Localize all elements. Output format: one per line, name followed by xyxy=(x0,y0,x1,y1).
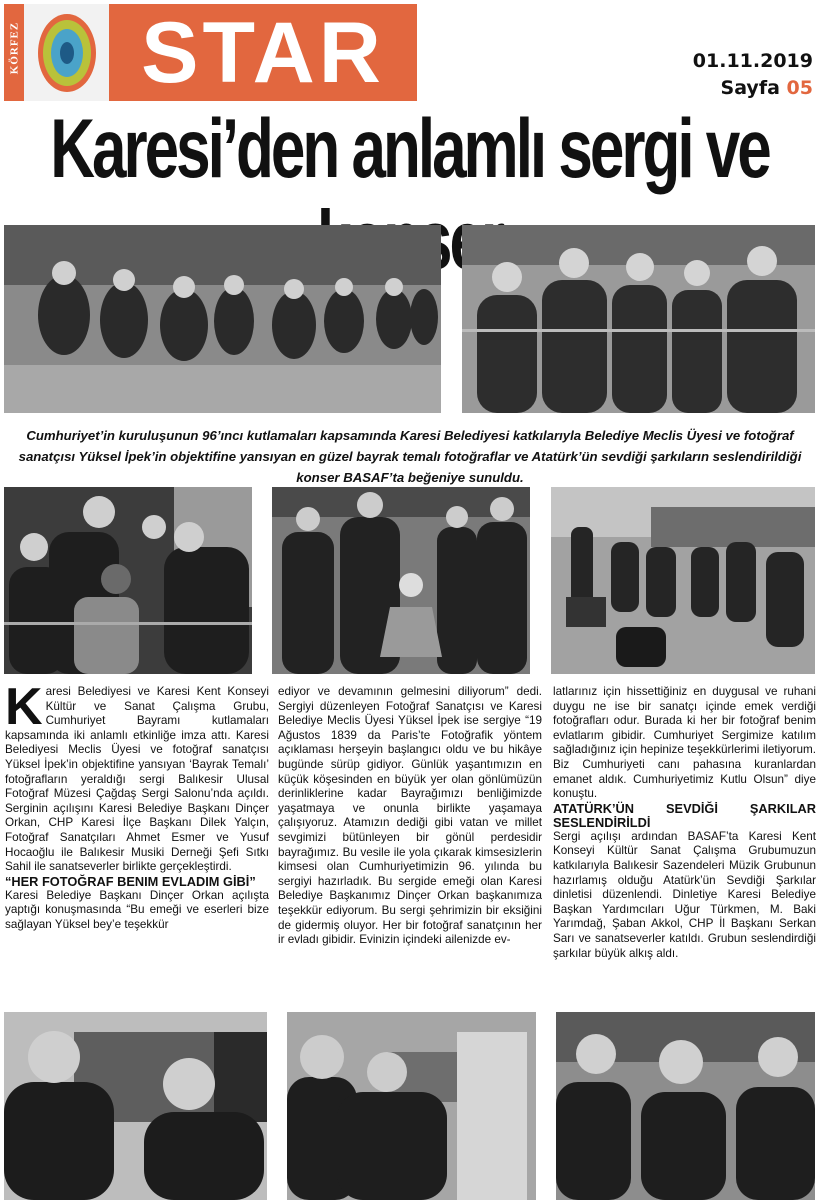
page-label: Sayfa xyxy=(720,77,780,99)
brand-block xyxy=(109,4,417,101)
issue-date: 01.11.2019 xyxy=(692,50,813,72)
photo-concert xyxy=(551,487,815,674)
headline: Karesi’den anlamlı sergi ve xyxy=(50,102,769,196)
eye-logo-icon xyxy=(36,12,98,94)
photo-exhibition-guests xyxy=(556,1012,815,1200)
article-paragraph: ediyor ve devamının gelmesini diliyorum” dedi. Sergiyi düzenleyen Fotoğraf Sanatçısı ve Karesi Belediye Meclis Üyesi Yüksel İpek ise sergiye “19 Ağustos 1839 da Paris’te Fotoğrafik yöntem açıklaması herşeyin başlangıcı oldu ve bu hikâye bugünde sürüp gidiyor. Günlük yaşantımızın en küçük köşesinden en büyük yer olan gönlümüzün derinliklerine kadar Bayrağımızı benliğimizde yaşatmaya ve onunla birlikte yaşamaya çalışıyoruz. Atamızın dediği gibi vatan ve millet sevgimizi bütünleyen bir gönül perdesidir bayrağımız. Bu vesile ile yola çıkarak kimsesizlerin kimsesi olan Cumhuriyetimizin 96. yılında bu sergiyi hazırladık. Bu sergide emeği olan Karesi Belediye Başkanımız Dinçer Orkan başkanımıza teşekkür ediyorum. Bu sergi şehrimizin bir eksiğini de gidermiş oluyor. Her bir fotoğraf sanatçının her ir evladı gibidir. Evinizin içindeki ailenizde ev- xyxy=(278,685,542,947)
side-brand-strip xyxy=(4,4,24,101)
article-paragraph: aresi Belediyesi ve Karesi Kent Konseyi Kültür ve Sanat Çalışma Grubu, Cumhuriyet Bayramı kutlamaları kapsamında iki anlamlı etkinliğe imza attı. Karesi Belediyesi Meclis Üyesi ve fotoğraf sanatçısı Yüksel İpek’in objektifine yansıyan ‘Bayrak Temalı’ fotoğrafların yeraldığı sergi Balıkesir Ulusal Fotoğraf Müzesi Çağdaş Sergi Salonu’nda açıldı. Serginin açılışını Karesi Belediye Başkanı Dinçer Orkan, CHP Karesi İlçe Başkanı Dilek Yalçın, Fotoğraf Sanatçıları Ahmet Esmer ve Yusuf Hocaoğlu ile Balıkesir Musiki Derneği Şefi Sıtkı Sahil ile sanatseverler birlikte gerçekleştirdi. xyxy=(5,685,269,874)
newspaper-logo xyxy=(24,4,109,101)
article-paragraph: Karesi Belediye Başkanı Dinçer Orkan açılışta yaptığı konuşmasında “Bu emeği ve eserleri bize sağlayan Yüksel bey’e teşekkür xyxy=(5,888,269,931)
photo-exhibition-visitors xyxy=(4,1012,267,1200)
photo-group-child xyxy=(272,487,530,674)
dropcap: K xyxy=(5,678,43,736)
photo-audience xyxy=(4,225,441,413)
section-heading: “HER FOTOĞRAF BENIM EVLADIM GİBİ” xyxy=(5,873,256,889)
masthead xyxy=(4,4,417,101)
photo-exhibition-frame xyxy=(287,1012,536,1200)
photo-ribbon-cutting xyxy=(462,225,815,413)
article-paragraph: latlarınız için hissettiğiniz en duygusal ve ruhani duygu ne ise bir sanatçı içinde emek verdiği fotoğrafları odur. Burada ki her bir fotoğraf benim evlatlarım gibidir. Cumhuriyet Sergimize katılım sağladığınız için hepinize teşekkürlerimi iletiyorum. Biz Cumhuriyeti canı pahasına kuranlardan emanet aldık. Cumhuriyetimiz Kutlu Olsun” diye konuştu. xyxy=(553,685,816,801)
page-number: 05 xyxy=(786,77,813,99)
article-column-2 xyxy=(278,685,542,948)
brand-name: STAR xyxy=(141,4,385,101)
issue-page xyxy=(721,77,813,99)
side-brand-label: KÖRFEZ xyxy=(8,21,21,75)
photo-caption: Cumhuriyet’in kuruluşunun 96’ıncı kutlamaları kapsamında Karesi Belediyesi katkılarıyla Belediye Meclis Üyesi ve fotoğraf sanatçısı Yüksel İpek’in objektifine yansıyan en güzel bayrak temalı fotoğraflar ve Atatürk’ün sevdiği şarkıların seslendirildiği konser BASAF’ta beğeniye sunuldu. xyxy=(18,428,802,485)
article-column-3 xyxy=(553,685,816,961)
section-heading: ATATÜRK’ÜN SEVDİĞİ ŞARKILAR SESLENDİRİLDİ xyxy=(553,800,816,830)
article-paragraph: Sergi açılışı ardından BASAF’ta Karesi Kent Konseyi Kültür Sanat Çalışma Grubumuzun katkılarıyla Balıkesir Sazendeleri Müzik Grubunun hazırlamış olduğu Atatürk’ün Sevdiği Şarkılar dinletisi düzenlendi. Dinletiye Karesi Belediye Başkan Yardımcıları Uğur Türkmen, M. Baki Yarımdağ, Şaban Akkol, CHP İl Başkanı Serkan Sarı ve sanatseverler katıldı. Grubun seslendirdiği şarkılar büyük alkış aldı. xyxy=(553,829,816,960)
photo-child-ribbon xyxy=(4,487,252,674)
article-column-1 xyxy=(5,678,269,933)
